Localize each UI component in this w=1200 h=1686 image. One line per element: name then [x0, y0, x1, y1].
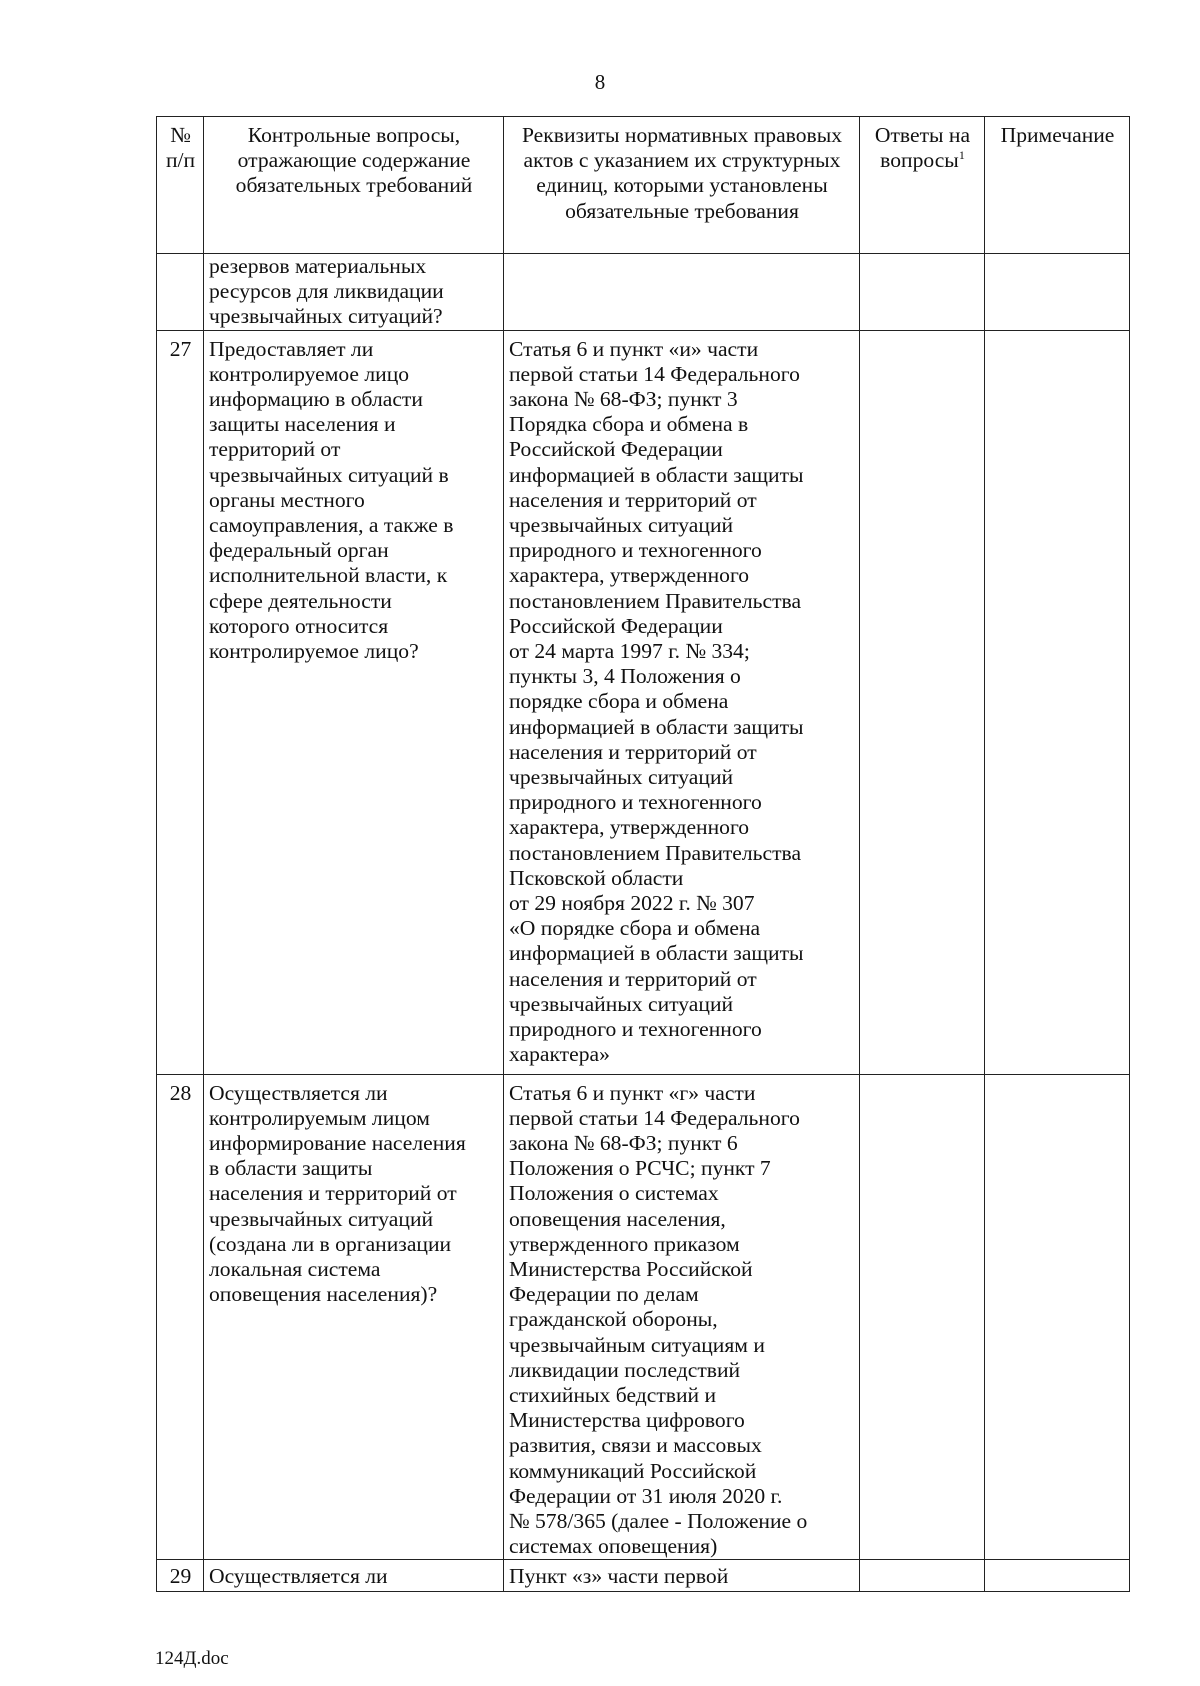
- row-note: [985, 1560, 1130, 1592]
- row-requisites: [504, 254, 860, 331]
- header-requisites: Реквизиты нормативных правовых актов с указанием их структурных единиц, которыми установлены обязательные требования: [504, 117, 860, 254]
- row-note: [985, 254, 1130, 331]
- row-note: [985, 1074, 1130, 1560]
- header-answers-label: Ответы на вопросы: [874, 123, 971, 173]
- row-answer: [860, 330, 985, 1074]
- row-requisites: Статья 6 и пункт «и» части первой статьи 14 Федерального закона № 68-ФЗ; пункт 3 Порядка сбора и обмена в Российской Федерации информацией в области защиты населения и территорий от чрезвычайных ситуаций природного и техногенного характера, утвержденного постановлением Правительства Российской Федерации от 24 марта 1997 г. № 334; пункты 3, 4 Положения о порядке сбора и обмена информацией в области защиты населения и территорий от чрезвычайных ситуаций природного и техногенного характера, утвержденного постановлением Правительства Псковской области от 29 ноября 2022 г. № 307 «О порядке сбора и обмена информацией в области защиты населения и территорий от чрезвычайных ситуаций природного и техногенного характера»: [504, 330, 860, 1074]
- row-answer: [860, 1560, 985, 1592]
- table-row: [157, 1074, 1130, 1560]
- footer-filename: 124Д.doc: [155, 1648, 229, 1669]
- table-row: [157, 330, 1130, 1074]
- row-num: 27: [157, 330, 204, 1074]
- row-num: [157, 254, 204, 331]
- row-num: 28: [157, 1074, 204, 1560]
- row-question: Осуществляется ли контролируемым лицом информирование населения в области защиты населения и территорий от чрезвычайных ситуаций (создана ли в организации локальная система оповещения населения)?: [204, 1074, 504, 1560]
- footnote-marker: 1: [958, 148, 965, 163]
- header-answers: [860, 117, 985, 254]
- row-note: [985, 330, 1130, 1074]
- header-num: № п/п: [157, 117, 204, 254]
- row-question: Предоставляет ли контролируемое лицо информацию в области защиты населения и территорий от чрезвычайных ситуаций в органы местного самоуправления, а также в федеральный орган исполнительной власти, к сфере деятельности которого относится контролируемое лицо?: [204, 330, 504, 1074]
- row-answer: [860, 254, 985, 331]
- row-requisites: Статья 6 и пункт «г» части первой статьи 14 Федерального закона № 68-ФЗ; пункт 6 Положения о РСЧС; пункт 7 Положения о системах оповещения населения, утвержденного приказом Министерства Российской Федерации по делам гражданской обороны, чрезвычайным ситуациям и ликвидации последствий стихийных бедствий и Министерства цифрового развития, связи и массовых коммуникаций Российской Федерации от 31 июля 2020 г. № 578/365 (далее - Положение о системах оповещения): [504, 1074, 860, 1560]
- page-number: 8: [594, 70, 606, 94]
- header-note: Примечание: [985, 117, 1130, 254]
- row-question: Осуществляется ли: [204, 1560, 504, 1592]
- row-answer: [860, 1074, 985, 1560]
- row-requisites: Пункт «з» части первой: [504, 1560, 860, 1592]
- header-question: Контрольные вопросы, отражающие содержание обязательных требований: [204, 117, 504, 254]
- row-num: 29: [157, 1560, 204, 1592]
- checklist-table: [156, 116, 1130, 1592]
- table-row: [157, 254, 1130, 331]
- row-question: резервов материальных ресурсов для ликвидации чрезвычайных ситуаций?: [204, 254, 504, 331]
- table-row: [157, 1560, 1130, 1592]
- table-header-row: [157, 117, 1130, 254]
